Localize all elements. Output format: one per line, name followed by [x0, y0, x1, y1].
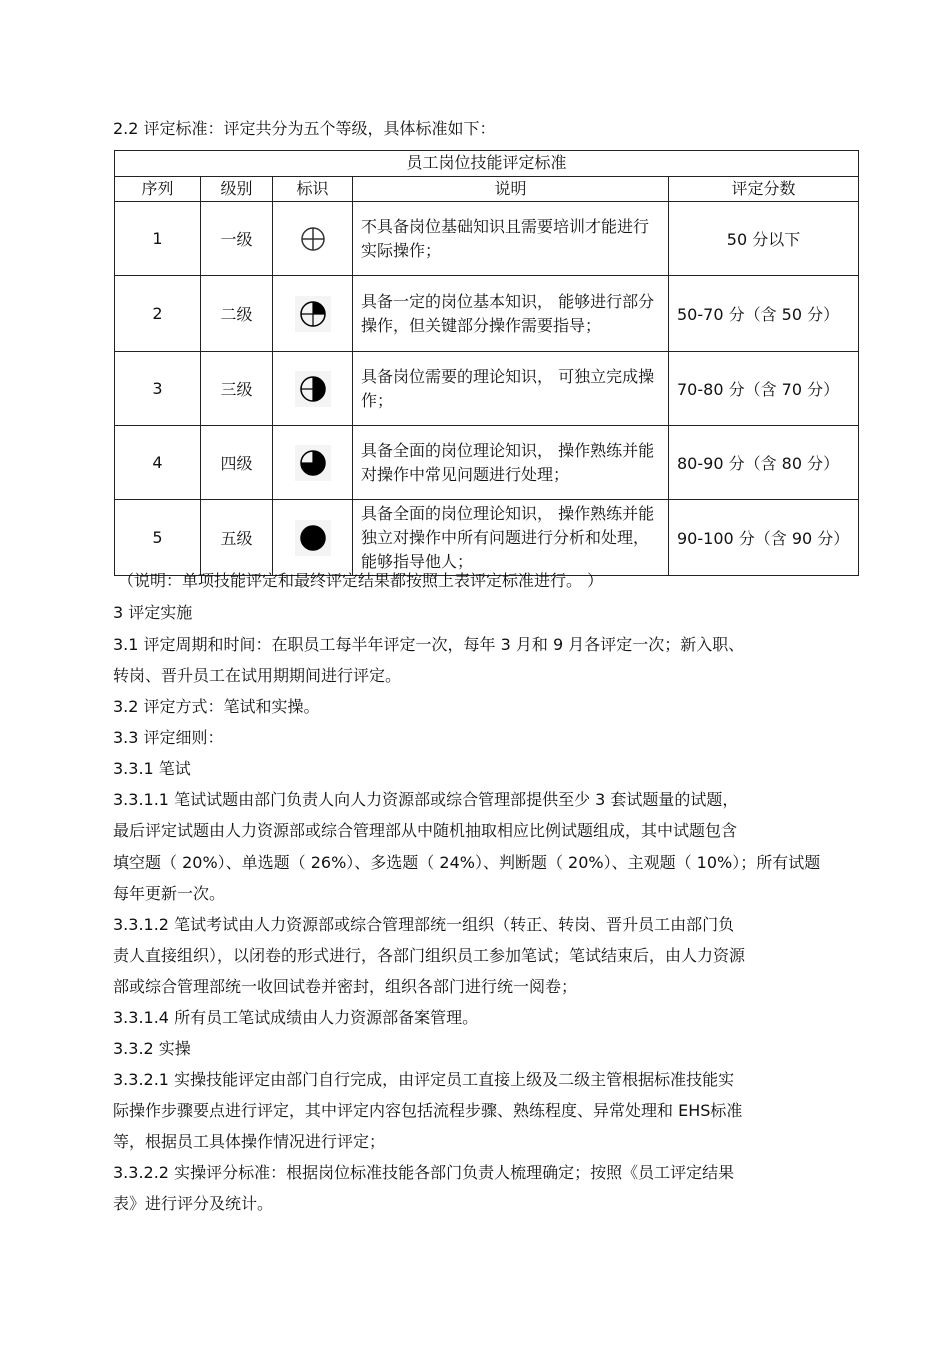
row-level: 一级 [201, 202, 273, 275]
row-description: 具备一定的岗位基本知识， 能够进行部分操作，但关键部分操作需要指导； [353, 276, 669, 351]
header-description: 说明 [353, 177, 669, 201]
symbol-background [295, 296, 331, 332]
symbol-background [295, 445, 331, 481]
row-seq: 5 [115, 500, 201, 575]
paragraph-line: 3.3.2.1 实操技能评定由部门自行完成，由评定员工直接上级及二级主管根据标准技能实 [113, 1070, 735, 1089]
row-description: 具备岗位需要的理论知识， 可独立完成操作； [353, 352, 669, 425]
row-level: 四级 [201, 426, 273, 499]
paragraph-line: 3.3.1.4 所有员工笔试成绩由人力资源部备案管理。 [113, 1008, 479, 1027]
row-description: 不具备岗位基础知识且需要培训才能进行实际操作； [353, 202, 669, 275]
row-seq: 2 [115, 276, 201, 351]
heading-3: 3 评定实施 [113, 603, 193, 622]
row-seq: 3 [115, 352, 201, 425]
circle-full-filled-icon [298, 523, 328, 553]
table-row [115, 276, 858, 352]
row-symbol-cell [273, 276, 353, 351]
row-symbol-cell [273, 202, 353, 275]
header-seq: 序列 [115, 177, 201, 201]
paragraph-line: 3.3.1.2 笔试考试由人力资源部或综合管理部统一组织（转正、转岗、晋升员工由部门负 [113, 915, 735, 934]
paragraph-line: 表》进行评分及统计。 [113, 1194, 274, 1213]
header-score: 评定分数 [731, 179, 796, 198]
paragraph-line: 际操作步骤要点进行评定，其中评定内容包括流程步骤、熟练程度、异常处理和 EHS标准 [113, 1101, 743, 1120]
row-score: 70-80 分（含 70 分） [677, 380, 840, 399]
paragraph-line: 填空题（ 20%）、单选题（ 26%）、多选题（ 24%）、判断题（ 20%）、主观题（ 10%）；所有试题 [113, 853, 821, 872]
row-seq: 4 [115, 426, 201, 499]
row-level: 五级 [201, 500, 273, 575]
paragraph-line: 3.1 评定周期和时间：在职员工每半年评定一次，每年 3 月和 9 月各评定一次；新入职、 [113, 635, 745, 654]
circle-three-quarter-filled-icon [298, 448, 328, 478]
row-description: 具备全面的岗位理论知识， 操作熟练并能对操作中常见问题进行处理； [353, 426, 669, 499]
paragraph-line: 3.3 评定细则： [113, 728, 224, 747]
row-description: 具备全面的岗位理论知识， 操作熟练并能独立对操作中所有问题进行分析和处理，能够指导他人； [353, 500, 669, 575]
section-intro: 2.2 评定标准：评定共分为五个等级，具体标准如下： [113, 119, 496, 138]
header-symbol: 标识 [273, 177, 353, 201]
table-row [115, 352, 858, 426]
table-row [115, 500, 858, 575]
row-symbol-cell [273, 500, 353, 575]
heading-3-3-2: 3.3.2 实操 [113, 1039, 191, 1058]
skill-standard-table [114, 150, 859, 576]
paragraph-line: 最后评定试题由人力资源部或综合管理部从中随机抽取相应比例试题组成，其中试题包含 [113, 821, 738, 840]
paragraph-line: 3.3.1.1 笔试试题由部门负责人向人力资源部或综合管理部提供至少 3 套试题量的试题， [113, 790, 739, 809]
row-score: 80-90 分（含 80 分） [677, 454, 840, 473]
paragraph-line: 3.2 评定方式：笔试和实操。 [113, 697, 320, 716]
table-row [115, 202, 858, 276]
circle-cross-empty-icon [299, 225, 327, 253]
symbol-background [295, 371, 331, 407]
paragraph-line: 3.3.2.2 实操评分标准：根据岗位标准技能各部门负责人梳理确定；按照《员工评定结果 [113, 1163, 735, 1182]
circle-quarter-filled-icon [298, 299, 328, 329]
row-symbol-cell [273, 426, 353, 499]
header-level: 级别 [201, 177, 273, 201]
table-header-row [115, 177, 858, 202]
row-symbol-cell [273, 352, 353, 425]
row-score: 50-70 分（含 50 分） [677, 305, 840, 324]
circle-half-filled-icon [298, 374, 328, 404]
heading-3-3-1: 3.3.1 笔试 [113, 759, 191, 778]
symbol-background [295, 520, 331, 556]
row-level: 三级 [201, 352, 273, 425]
paragraph-line: 等，根据员工具体操作情况进行评定； [113, 1132, 386, 1151]
row-score: 50 分以下 [726, 230, 801, 249]
table-note: （说明：单项技能评定和最终评定结果都按照上表评定标准进行。 ） [118, 571, 604, 590]
row-score: 90-100 分（含 90 分） [677, 529, 850, 548]
row-seq: 1 [115, 202, 201, 275]
table-title: 员工岗位技能评定标准 [115, 151, 858, 177]
paragraph-line: 每年更新一次。 [113, 884, 226, 903]
paragraph-line: 责人直接组织），以闭卷的形式进行，各部门组织员工参加笔试；笔试结束后，由人力资源 [113, 946, 746, 965]
row-level: 二级 [201, 276, 273, 351]
paragraph-line: 转岗、晋升员工在试用期期间进行评定。 [113, 666, 402, 685]
paragraph-line: 部或综合管理部统一收回试卷并密封，组织各部门进行统一阅卷； [113, 977, 578, 996]
table-row [115, 426, 858, 500]
